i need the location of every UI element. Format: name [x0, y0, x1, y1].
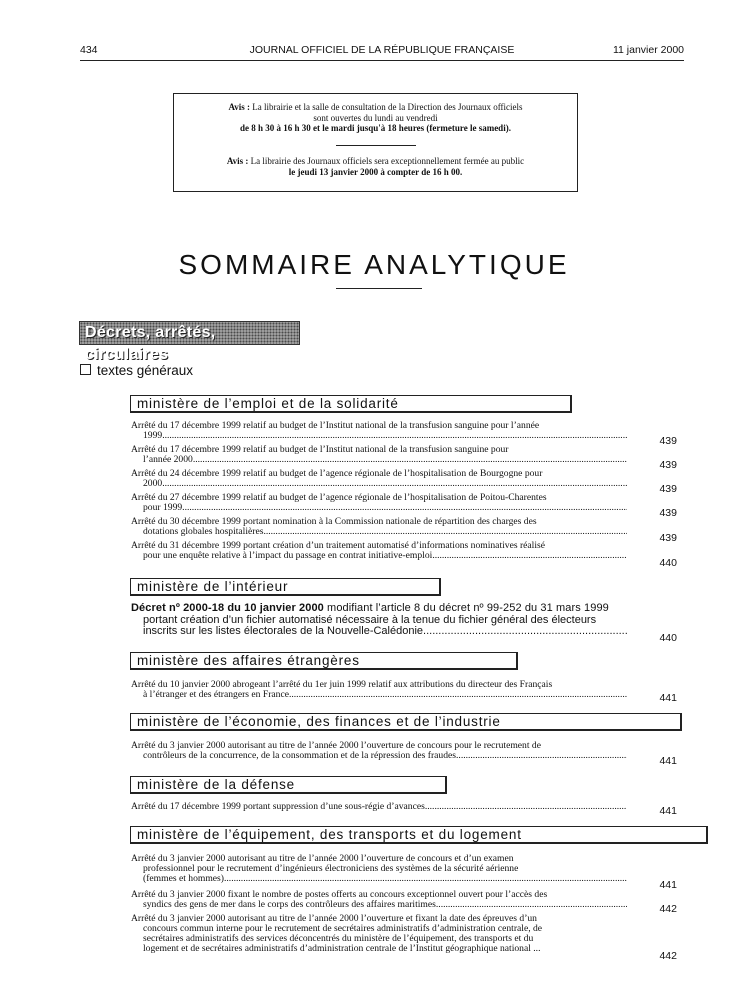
summary-entry[interactable]: [131, 854, 627, 884]
summary-entry[interactable]: [131, 603, 627, 638]
dot-leader: [263, 527, 627, 537]
entry-first-line-text: Arrêté du 3 janvier 2000 fixant le nombre de postes offerts au concours exceptionnel ouvert pour l’accès des: [131, 889, 548, 900]
summary-entry[interactable]: [131, 890, 627, 910]
entry-continuation-line: professionnel pour le recrutement d’ingénieurs électroniciens des systèmes de la sécurité aérienne: [143, 863, 519, 874]
ministry-title: ministère de l’équipement, des transports et du logement: [130, 826, 708, 844]
dot-leader: [423, 626, 627, 638]
entry-first-line-text: Arrêté du 10 janvier 2000 abrogeant l’arrêté du 1er juin 1999 relatif aux attributions du directeur des Français: [131, 679, 553, 690]
entry-last-line-text: inscrits sur les listes électorales de la Nouvelle-Calédonie: [143, 625, 424, 637]
entry-last-line-text: pour une enquête relative à l’impact du passage en contrat initiative-emploi: [143, 550, 433, 561]
notice-text: La librairie des Journaux officiels sera exceptionnellement fermée au public: [248, 156, 525, 166]
dot-leader: [425, 802, 627, 812]
notice-text: sont ouvertes du lundi au vendredi: [313, 112, 438, 123]
entry-last-line: [131, 551, 627, 561]
entry-first-line: [131, 603, 627, 615]
notice-separator: [336, 145, 416, 146]
journal-title: JOURNAL OFFICIEL DE LA RÉPUBLIQUE FRANÇAISE: [249, 44, 515, 56]
dot-leader: [456, 751, 627, 761]
entry-last-line: [131, 690, 627, 700]
page-reference[interactable]: 441: [659, 879, 677, 891]
entry-first-line-text: Arrêté du 30 décembre 1999 portant nomination à la Commission nationale de répartition des charges des: [131, 516, 537, 527]
dot-leader: [224, 874, 627, 884]
entry-last-line: [131, 431, 627, 441]
notice-label: Avis :: [228, 102, 251, 112]
entry-last-line-text: Arrêté du 17 décembre 1999 portant suppression d’une sous-régie d’avances: [131, 801, 425, 812]
page-title: SOMMAIRE ANALYTIQUE: [178, 249, 570, 280]
ministry-title: ministère de l’emploi et de la solidarité: [130, 395, 572, 413]
page-reference[interactable]: 439: [659, 507, 677, 519]
entry-last-line-text: (femmes et hommes): [143, 873, 224, 884]
entry-first-line-text: Arrêté du 3 janvier 2000 autorisant au titre de l’année 2000 l’ouverture de concours pour le recrutement de: [131, 740, 541, 751]
page-reference[interactable]: 439: [659, 483, 677, 495]
entry-last-line: [131, 455, 627, 465]
dot-leader: [289, 690, 627, 700]
page-number: 434: [80, 44, 98, 56]
checkbox-square-icon: [80, 364, 91, 375]
summary-entry[interactable]: [131, 421, 627, 441]
entry-last-line-text: logement et de secrétaires administratifs d’administration centrale de l’Institut géographique national ...: [143, 943, 541, 954]
dot-leader: [436, 900, 627, 910]
entry-last-line-text: 1999: [143, 430, 163, 441]
notice-opening-hours: [180, 102, 571, 134]
entry-last-line-text: contrôleurs de la concurrence, de la consommation et de la répression des fraudes: [143, 750, 457, 761]
entry-first-line: [131, 445, 627, 455]
entry-decree-reference: Décret nº 2000-18 du 10 janvier 2000: [131, 602, 324, 614]
page-reference[interactable]: 439: [659, 435, 677, 447]
header-rule: [80, 60, 684, 61]
entry-first-line-text: Arrêté du 3 janvier 2000 autorisant au titre de l’année 2000 l’ouverture de concours et d’un examen: [131, 853, 514, 864]
entry-last-line: [131, 527, 627, 537]
entry-first-line: [131, 421, 627, 431]
entry-continuation-line: portant création d’un fichier automatisé nécessaire à la tenue du fichier général des électeurs: [143, 613, 597, 626]
notice-closure-date: le jeudi 13 janvier 2000 à compter de 16 h 00.: [288, 166, 463, 177]
entry-first-line: [131, 469, 627, 479]
summary-entry[interactable]: [131, 541, 627, 561]
summary-entry[interactable]: [131, 493, 627, 513]
entry-last-line: [131, 503, 627, 513]
entry-first-line: [131, 493, 627, 503]
summary-entry[interactable]: [131, 802, 627, 812]
entry-first-line-text: modifiant l’article 8 du décret nº 99-252 du 31 mars 1999: [323, 602, 609, 614]
entry-last-line-text: l’année 2000: [143, 454, 193, 465]
summary-entry[interactable]: [131, 469, 627, 489]
dot-leader: [162, 431, 627, 441]
section-banner: Décrets, arrêtés, circulaires: [79, 321, 300, 345]
entry-continuation-line: concours commun interne pour le recrutement de secrétaires administratifs d’administration centrale, de: [143, 923, 543, 934]
summary-entry[interactable]: [131, 741, 627, 761]
page-reference[interactable]: 440: [659, 557, 677, 569]
entry-last-line: [131, 626, 627, 638]
entry-first-line-text: Arrêté du 17 décembre 1999 relatif au budget de l’Institut national de la transfusion sanguine pour l’année: [131, 420, 540, 431]
ministry-title: ministère de l’économie, des finances et de l’industrie: [130, 713, 682, 731]
dot-leader: [432, 551, 627, 561]
entry-last-line: [131, 944, 627, 954]
dot-leader: [182, 503, 627, 513]
entry-last-line-text: dotations globales hospitalières: [143, 526, 264, 537]
dot-leader: [193, 455, 627, 465]
entry-last-line: [131, 479, 627, 489]
page-reference[interactable]: 441: [659, 755, 677, 767]
summary-entry[interactable]: [131, 445, 627, 465]
entry-last-line: [131, 802, 627, 812]
notice-text: La librairie et la salle de consultation de la Direction des Journaux officiels: [250, 102, 523, 112]
notice-hours: de 8 h 30 à 16 h 30 et le mardi jusqu'à 18 heures (fermeture le samedi).: [240, 123, 511, 133]
ministry-title: ministère des affaires étrangères: [130, 652, 518, 670]
page-reference[interactable]: 442: [659, 950, 677, 962]
entry-last-line: [131, 874, 627, 884]
entry-first-line-text: Arrêté du 24 décembre 1999 relatif au budget de l’agence régionale de l’hospitalisation de Bourgogne pour: [131, 468, 543, 479]
page-reference[interactable]: 440: [659, 632, 677, 644]
entry-last-line-text: pour 1999: [143, 502, 183, 513]
entry-last-line-text: 2000: [143, 478, 163, 489]
entry-last-line: [131, 751, 627, 761]
summary-entry[interactable]: [131, 680, 627, 700]
notice-box: [173, 93, 578, 192]
page-reference[interactable]: 439: [659, 532, 677, 544]
entry-first-line-text: Arrêté du 3 janvier 2000 autorisant au titre de l’année 2000 l’ouverture et fixant la date des épreuves d’un: [131, 913, 537, 924]
section-heading: [80, 363, 193, 378]
summary-entry[interactable]: [131, 517, 627, 537]
entry-last-line-text: à l’étranger et des étrangers en France: [143, 689, 289, 700]
notice-closure: [180, 156, 571, 177]
page-header: [80, 44, 684, 58]
title-rule: [336, 288, 422, 289]
entry-last-line: [131, 900, 627, 910]
dot-leader: [162, 479, 627, 489]
page-reference[interactable]: 439: [659, 459, 677, 471]
ministry-title: ministère de la défense: [130, 776, 447, 794]
entry-continuation-line: secrétaires administratifs des services déconcentrés du ministère de l’équipement, des transports et du: [143, 933, 534, 944]
page-reference[interactable]: 442: [659, 903, 677, 915]
entry-first-line-text: Arrêté du 31 décembre 1999 portant création d’un traitement automatisé d’informations nominatives réalisé: [131, 540, 545, 551]
page-reference[interactable]: 441: [659, 805, 677, 817]
entry-first-line-text: Arrêté du 27 décembre 1999 relatif au budget de l’agence régionale de l’hospitalisation de Poitou-Charentes: [131, 492, 547, 503]
summary-entry[interactable]: [131, 914, 627, 954]
issue-date: 11 janvier 2000: [612, 44, 684, 56]
section-heading-label: textes généraux: [97, 363, 194, 378]
entry-last-line-text: syndics des gens de mer dans le corps des contrôleurs des affaires maritimes: [143, 899, 436, 910]
entry-first-line-text: Arrêté du 17 décembre 1999 relatif au budget de l’Institut national de la transfusion sanguine pour: [131, 444, 509, 455]
page-reference[interactable]: 441: [659, 692, 677, 704]
ministry-title: ministère de l’intérieur: [130, 578, 441, 596]
notice-label: Avis :: [226, 156, 249, 166]
